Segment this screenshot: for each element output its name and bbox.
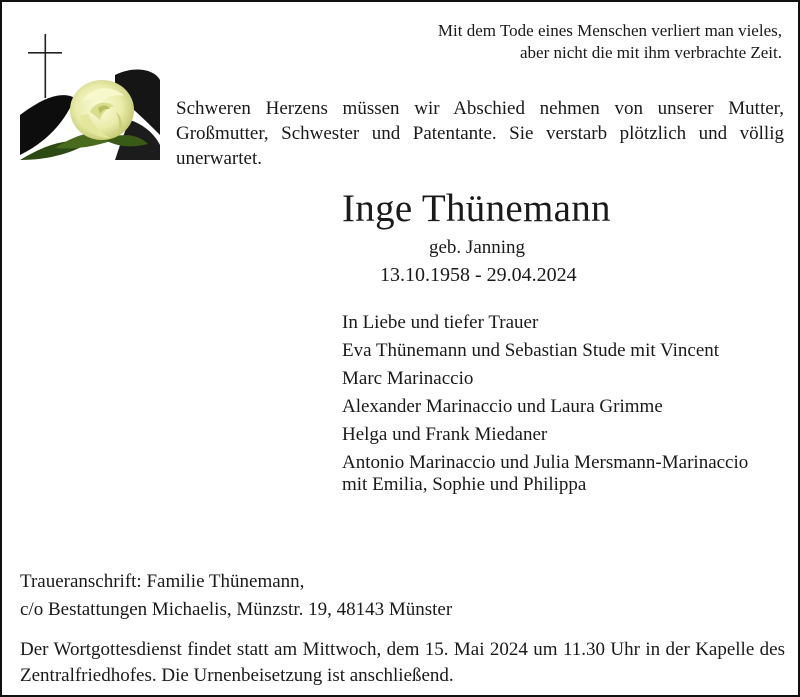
service-info: Der Wortgottesdienst findet statt am Mittwoch, dem 15. Mai 2024 um 11.30 Uhr in der Kapelle des Zentralfriedhofes. Die Urnenbeisetzung ist anschließend. — [20, 639, 785, 686]
mourners-intro: In Liebe und tiefer Trauer — [342, 312, 539, 333]
birth-name: geb. Janning — [429, 237, 526, 258]
mourner-line: Eva Thünemann und Sebastian Stude mit Vincent — [342, 340, 720, 361]
mourner-line: Alexander Marinaccio und Laura Grimme — [342, 396, 663, 417]
condolence-address — [20, 568, 452, 624]
address-line-2: c/o Bestattungen Michaelis, Münzstr. 19, 48143 Münster — [20, 599, 453, 620]
address-line-1: Traueranschrift: Familie Thünemann, — [20, 571, 305, 592]
mourner-line: Antonio Marinaccio und Julia Mersmann-Marinaccio — [342, 452, 749, 473]
cross-rose-photo — [20, 20, 160, 160]
mourners-list — [342, 309, 792, 499]
life-dates: 13.10.1958 - 29.04.2024 — [380, 264, 577, 286]
quote-line-1: Mit dem Tode eines Menschen verliert man vieles, — [437, 21, 782, 40]
mourner-line-continuation: mit Emilia, Sophie und Philippa — [342, 474, 587, 495]
quote-line-2: aber nicht die mit ihm verbrachte Zeit. — [520, 43, 782, 62]
mourner-line: Marc Marinaccio — [342, 368, 474, 389]
deceased-name: Inge Thünemann — [342, 187, 611, 230]
mourner-line: Helga und Frank Miedaner — [342, 424, 548, 445]
intro-text: Schweren Herzens müssen wir Abschied nehmen von unserer Mutter, Großmutter, Schwester und Patentante. Sie verstarb plötzlich und völlig unerwartet. — [176, 98, 784, 169]
quote — [438, 20, 782, 64]
